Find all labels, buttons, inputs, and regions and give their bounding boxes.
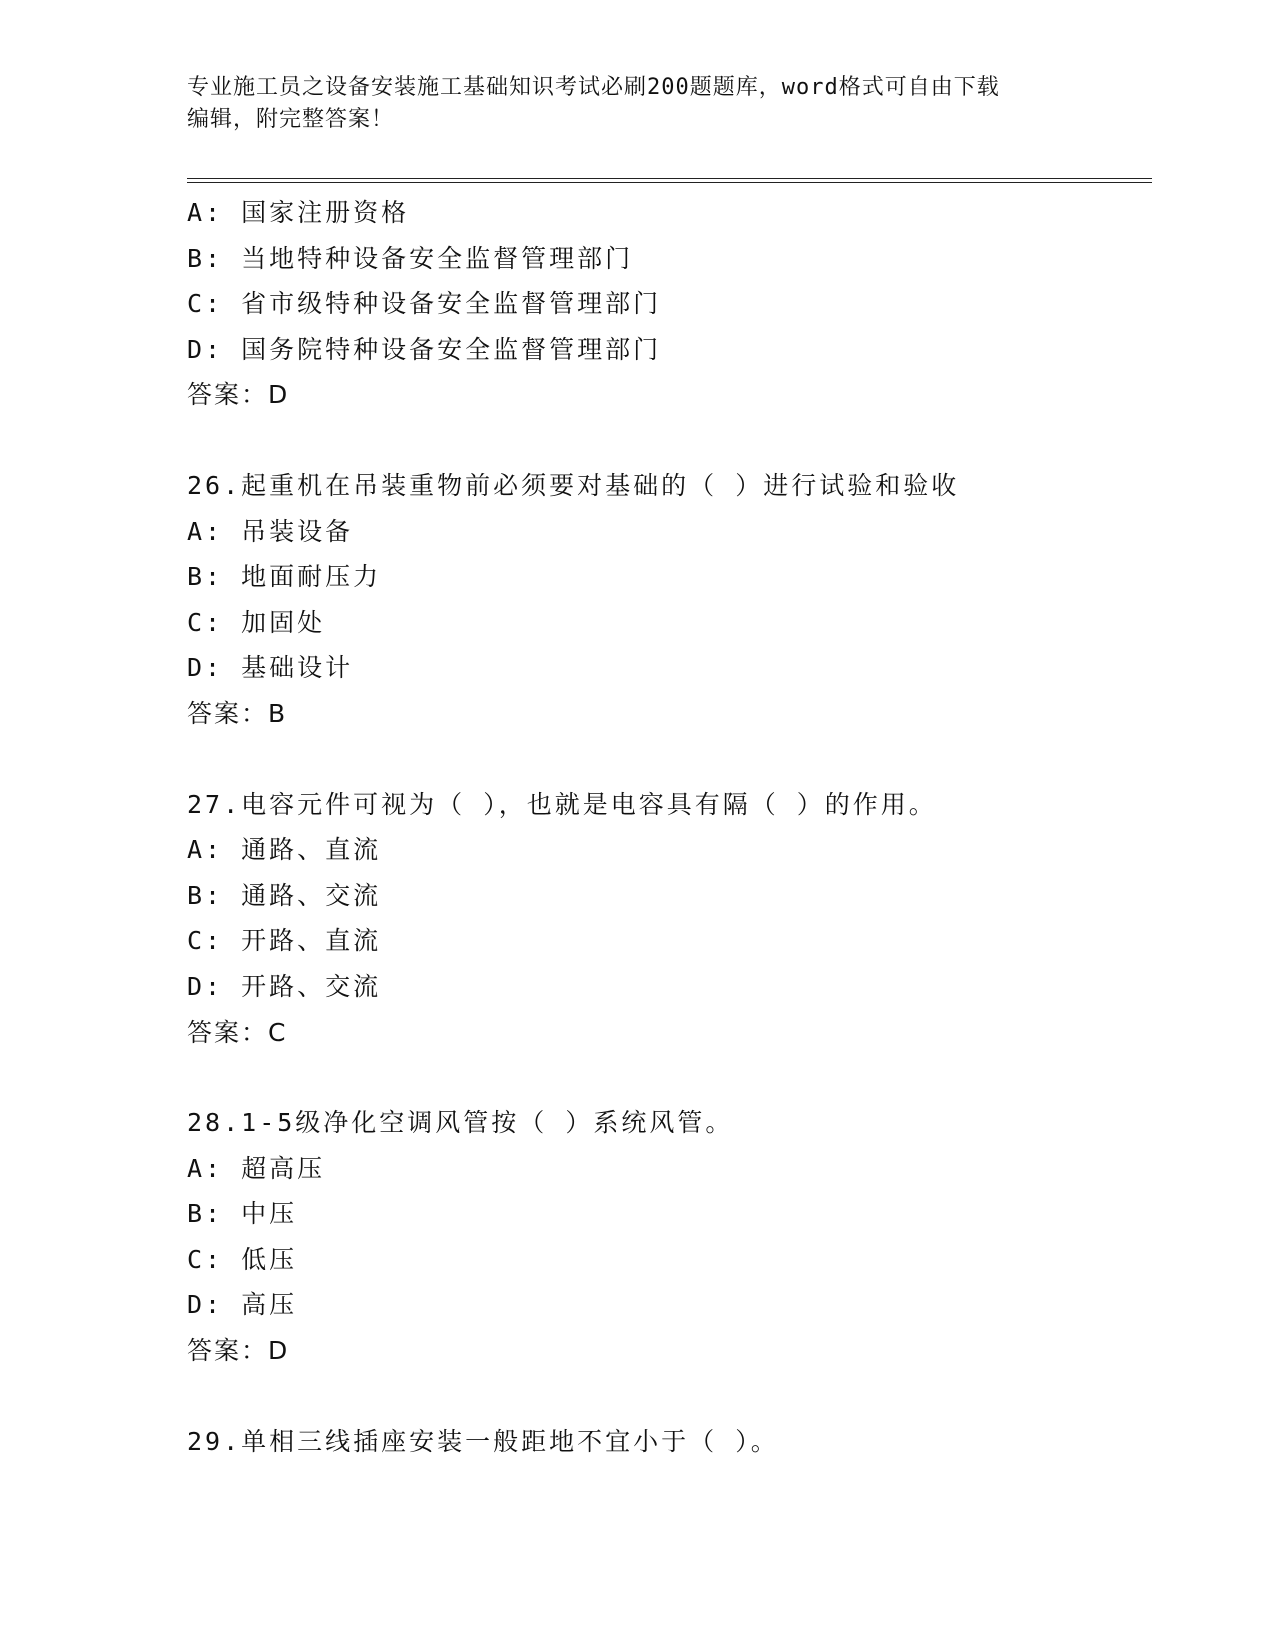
- question-25-continued: [187, 190, 1147, 418]
- option-b: B: 地面耐压力: [187, 562, 382, 592]
- option-c: C: 加固处: [187, 607, 326, 637]
- question-stem: 27.电容元件可视为（ ），也就是电容具有隔（ ）的作用。: [187, 789, 937, 819]
- question-28: [187, 1100, 1147, 1374]
- question-stem: 29.单相三线插座安装一般距地不宜小于（ ）。: [187, 1426, 779, 1456]
- question-stem: 28.1-5级净化空调风管按（ ）系统风管。: [187, 1108, 734, 1138]
- answer: 答案：B: [187, 698, 288, 728]
- option-d: D: 基础设计: [187, 653, 354, 683]
- option-d: D: 国务院特种设备安全监督管理部门: [187, 334, 662, 364]
- option-d: D: 高压: [187, 1290, 298, 1320]
- header-line-2: 编辑，附完整答案！: [187, 107, 395, 132]
- option-b: B: 通路、交流: [187, 880, 382, 910]
- option-d: D: 开路、交流: [187, 971, 382, 1001]
- question-26: [187, 463, 1147, 737]
- option-a: A: 通路、直流: [187, 835, 382, 865]
- question-27: [187, 782, 1147, 1056]
- option-a: A: 超高压: [187, 1153, 326, 1183]
- option-a: A: 国家注册资格: [187, 198, 410, 227]
- question-29: [187, 1419, 1147, 1465]
- answer: 答案：D: [187, 380, 290, 410]
- option-c: C: 开路、直流: [187, 926, 382, 956]
- option-c: C: 低压: [187, 1244, 298, 1274]
- question-list: [187, 190, 1147, 1464]
- option-b: B: 当地特种设备安全监督管理部门: [187, 243, 634, 273]
- option-b: B: 中压: [187, 1199, 298, 1229]
- option-c: C: 省市级特种设备安全监督管理部门: [187, 289, 662, 319]
- header-line-1: 专业施工员之设备安装施工基础知识考试必刷200题题库，word格式可自由下载: [187, 75, 1000, 100]
- option-a: A: 吊装设备: [187, 516, 354, 546]
- question-stem: 26.起重机在吊装重物前必须要对基础的（ ）进行试验和验收: [187, 470, 960, 500]
- answer: 答案：D: [187, 1336, 290, 1366]
- document-header: [187, 72, 1087, 136]
- answer: 答案：C: [187, 1017, 288, 1047]
- header-divider: [187, 178, 1152, 183]
